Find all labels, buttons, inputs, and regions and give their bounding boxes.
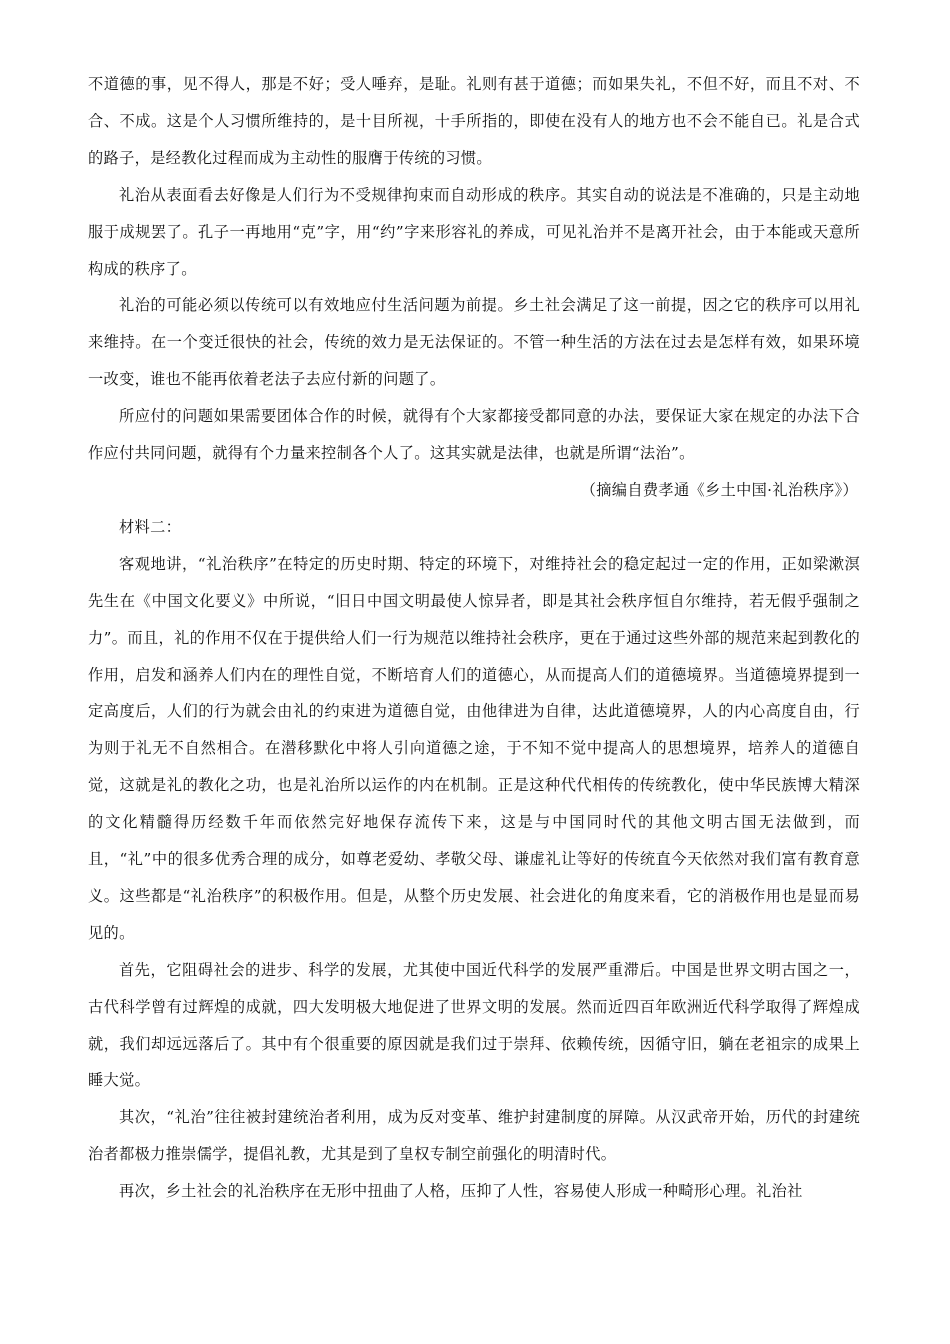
material-two-paragraph: 客观地讲，“礼治秩序”在特定的历史时期、特定的环境下，对维持社会的稳定起过一定的作用，正如梁漱溟先生在《中国文化要义》中所说，“旧日中国文明最使人惊异者，即是其社会秩序恒自尔维持，若无假乎强制之力”。而且，礼的作用不仅在于提供给人们一行为规范以维持社会秩序，更在于通过这些外部的规范来起到教化的作用，启发和涵养人们内在的理性自觉，不断培育人们的道德心，从而提高人们的道德境界。当道德境界提到一定高度后，人们的行为就会由礼的约束进为道德自觉，由他律进为自律，达此道德境界，人的内心高度自由，行为则于礼无不自然相合。在潜移默化中将人引向道德之途，于不知不觉中提高人的思想境界，培养人的道德自觉，这就是礼的教化之功，也是礼治所以运作的内在机制。正是这种代代相传的传统教化，使中华民族博大精深的文化精髓得历经数千年而依然完好地保存流传下来，这是与中国同时代的其他文明古国无法做到，而且，“礼”中的很多优秀合理的成分，如尊老爱幼、孝敬父母、谦虚礼让等好的传统直今天依然对我们富有教育意义。这些都是“礼治秩序”的积极作用。但是，从整个历史发展、社会进化的角度来看，它的消极作用也是显而易见的。 <box>88 554 860 942</box>
material-one-paragraph: 礼治从表面看去好像是人们行为不受规律拘束而自动形成的秩序。其实自动的说法是不准确的，只是主动地服于成规罢了。孔子一再地用“克”字，用“约”字来形容礼的养成，可见礼治并不是离开社会，由于本能或天意所构成的秩序了。 <box>88 185 860 278</box>
material-two-paragraph: 再次，乡土社会的礼治秩序在无形中扭曲了人格，压抑了人性，容易使人形成一种畸形心理。礼治社 <box>119 1182 803 1201</box>
material-one-paragraph: 礼治的可能必须以传统可以有效地应付生活问题为前提。乡土社会满足了这一前提，因之它的秩序可以用礼来维持。在一个变迁很快的社会，传统的效力是无法保证的。不管一种生活的方法在过去是怎样有效，如果环境一改变，谁也不能再依着老法子去应付新的问题了。 <box>88 296 860 389</box>
material-one-paragraph-continued: 不道德的事，见不得人，那是不好；受人唾弃，是耻。礼则有甚于道德；而如果失礼，不但不好，而且不对、不合、不成。这是个人习惯所维持的，是十目所视，十手所指的，即使在没有人的地方也不会不能自已。礼是合式的路子，是经教化过程而成为主动性的服膺于传统的习惯。 <box>88 75 860 167</box>
material-two-paragraph: 其次，“礼治”往往被封建统治者利用，成为反对变革、维护封建制度的屏障。从汉武帝开始，历代的封建统治者都极力推崇儒学，提倡礼教，尤其是到了皇权专制空前强化的明清时代。 <box>88 1108 860 1164</box>
source-citation: （摘编自费孝通《乡土中国·礼治秩序》） <box>580 480 858 499</box>
material-one-paragraph: 所应付的问题如果需要团体合作的时候，就得有个大家都接受都同意的办法，要保证大家在规定的办法下合作应付共同问题，就得有个力量来控制各个人了。这其实就是法律，也就是所谓“法治”。 <box>88 407 860 463</box>
material-two-heading: 材料二： <box>119 517 182 536</box>
material-two-paragraph: 首先，它阻碍社会的进步、科学的发展，尤其使中国近代科学的发展严重滞后。中国是世界文明古国之一，古代科学曾有过辉煌的成就，四大发明极大地促进了世界文明的发展。然而近四百年欧洲近代科学取得了辉煌成就，我们却远远落后了。其中有个很重要的原因就是我们过于崇拜、依赖传统，因循守旧，躺在老祖宗的成果上睡大觉。 <box>88 960 860 1090</box>
